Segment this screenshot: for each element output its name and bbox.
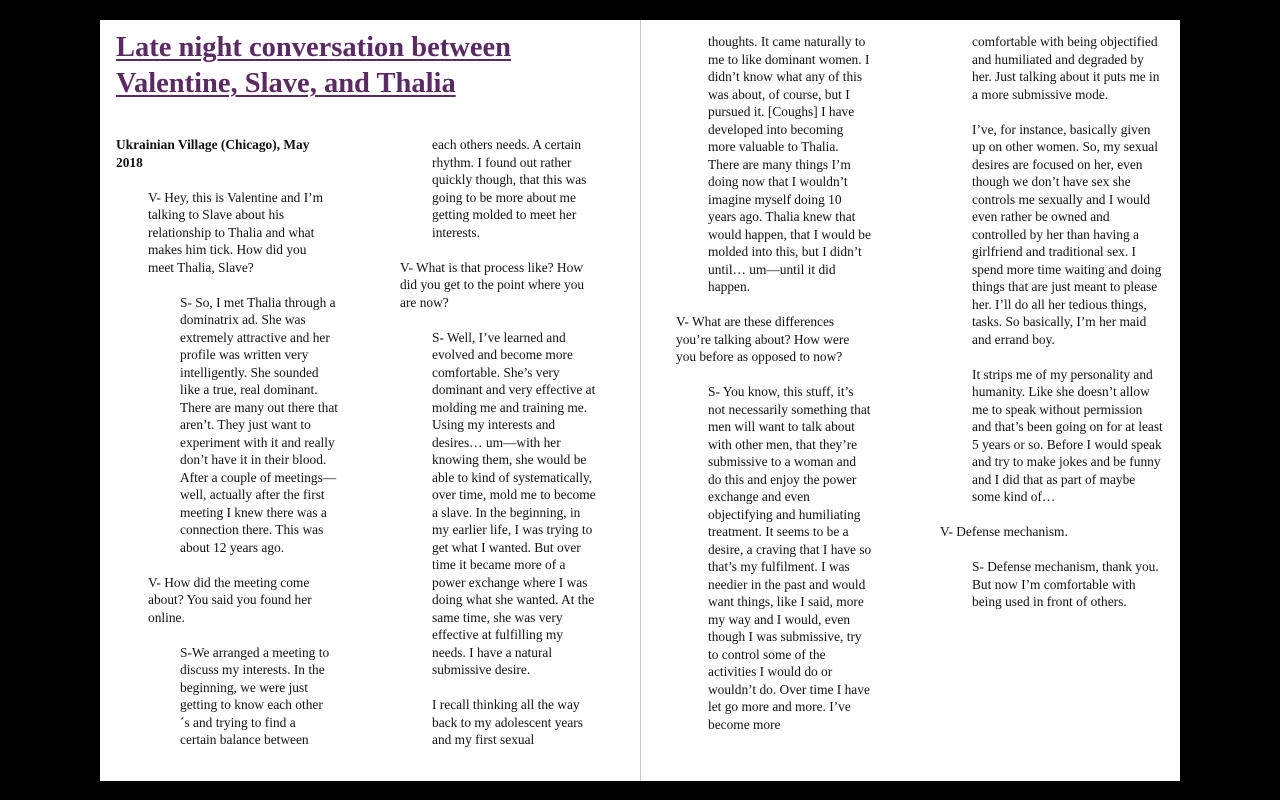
answer-paragraph: comfortable with being objectified and humiliated and degraded by her. Just talking about it puts me in a more submissive mode.	[972, 34, 1160, 102]
question-paragraph: V- Hey, this is Valentine and I’m talking to Slave about his relationship to Thalia and what makes him tick. How did you meet Thalia, Slave?	[148, 189, 324, 275]
answer-paragraph: thoughts. It came naturally to me to like dominant women. I didn’t know what any of this was about, of course, but I pursued it. [Coughs] I have developed into becoming more valuable to Thalia. There are many things I’m doing now that I wouldn’t imagine myself doing 10 years ago. Thalia knew that would happen, that I would be molded into this, but I didn’t until… um—until it did happen.	[708, 34, 871, 294]
location-dateline: Ukrainian Village (Chicago), May 2018	[116, 137, 310, 170]
question-paragraph: V- What are these differences you’re talking about? How were you before as opposed to now?	[676, 314, 850, 364]
answer-paragraph: S- So, I met Thalia through a dominatrix ad. She was extremely attractive and her profile was written very intelligently. She sounded like a true, real dominant. There are many out there that aren’t. They just want to experiment with it and really don’t have it in their blood. After a couple of meetings—well, actually after the first meeting I knew there was a connection there. This was about 12 years ago.	[180, 294, 339, 555]
page-gutter	[640, 20, 641, 781]
question-paragraph: V- How did the meeting come about? You said you found her online.	[148, 574, 312, 625]
answer-paragraph: S- You know, this stuff, it’s not necessarily something that men will want to talk about with other men, that they’re submissive to a woman and do this and enjoy the power exchange and even objectifying and humiliating treatment. It seems to be a desire, a craving that I have so that’s my fulfilment. I was needier in the past and would want things, like I said, more my way and I would, even though I was submissive, try to control some of the activities I would do or wouldn’t do. Over time I have let go more and more. I’ve become more	[708, 384, 872, 732]
answer-paragraph: S- Well, I’ve learned and evolved and become more comfortable. She’s very dominant and very effective at molding me and training me. Using my interests and desires… um—with her knowing them, she would be able to kind of systematically, over time, mold me to become a slave. In the beginning, in my earlier life, I was trying to get what I wanted. But over time it became more of a power exchange where I was doing what she wanted. At the same time, she was very effective at fulfilling my needs. I have a natural submissive desire.	[432, 329, 596, 677]
answer-paragraph: I recall thinking all the way back to my adolescent years and my first sexual	[432, 697, 583, 747]
article-title: Late night conversation between Valentine, Slave, and Thalia	[116, 32, 512, 99]
question-paragraph: V- What is that process like? How did you get to the point where you are now?	[400, 259, 585, 310]
column-3	[676, 33, 896, 733]
answer-paragraph: It strips me of my personality and humanity. Like she doesn’t allow me to speak without permission and that’s been going on for at least 5 years or so. Before I would speak and try to make jokes and be funny and I did that as part of maybe some kind of…	[972, 366, 1163, 504]
column-4	[940, 33, 1180, 611]
book-spread	[100, 20, 1180, 781]
column-1	[116, 136, 416, 749]
answer-paragraph: I’ve, for instance, basically given up on other women. So, my sexual desires are focused on her, even though we don’t have sex she controls me sexually and I would even rather be owned and controlled by her than having a girlfriend and traditional sex. I spend more time waiting and doing things that are just meant to please her. I’ll do all her tedious things, tasks. So basically, I’m her maid and errand boy.	[972, 121, 1162, 347]
answer-paragraph: each others needs. A certain rhythm. I found out rather quickly though, that this was going to be more about me getting molded to meet her interests.	[432, 137, 587, 240]
answer-paragraph: S-We arranged a meeting to discuss my interests. In the beginning, we were just getting to know each other´s and trying to find a certain balance between	[180, 644, 330, 747]
question-paragraph: V- Defense mechanism.	[940, 524, 1068, 539]
answer-paragraph: S- Defense mechanism, thank you. But now I’m comfortable with being used in front of others.	[972, 559, 1159, 609]
column-2	[400, 136, 620, 749]
